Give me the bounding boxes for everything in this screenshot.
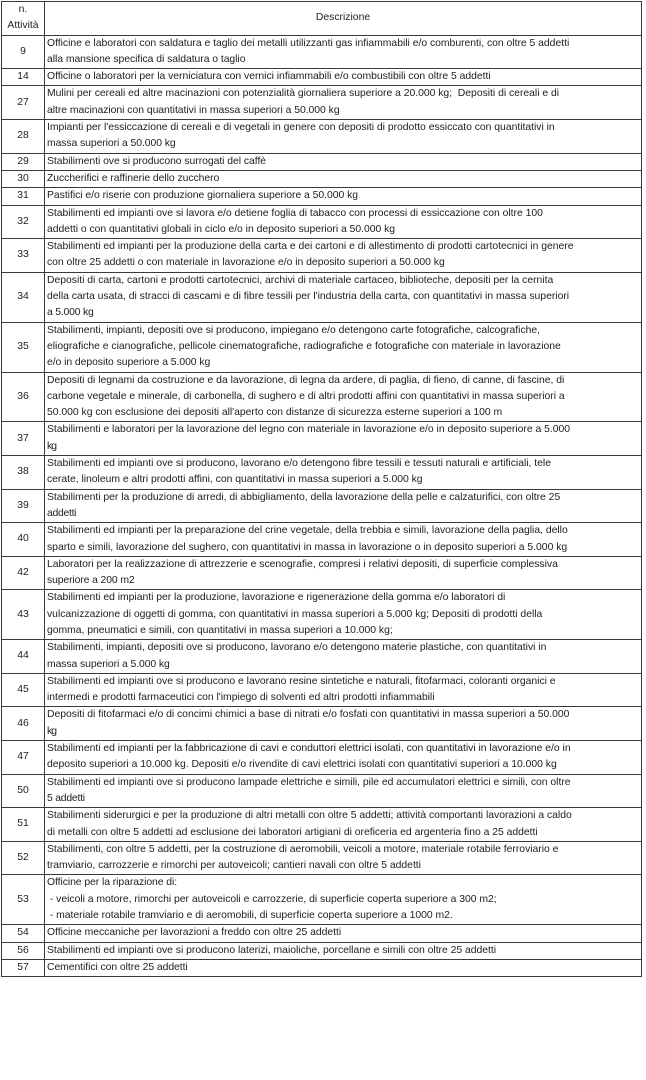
activity-number: 28 <box>2 120 45 154</box>
activity-description <box>45 808 642 842</box>
table-row <box>2 707 642 741</box>
description-line: tramviario, carrozzerie e rimorchi per autoveicoli; cantieri navali con oltre 5 addetti <box>47 860 421 872</box>
description-line: addetti <box>47 507 77 519</box>
table-row <box>2 188 642 205</box>
activity-number: 31 <box>2 188 45 205</box>
description-line: Depositi di carta, cartoni e prodotti cartotecnici, archivi di materiale cartaceo, biblioteche, depositi per la cernita <box>47 274 554 286</box>
description-line: - materiale rotabile tramviario e di aeromobili, di superficie coperta superiore a 1000 m2. <box>47 910 453 922</box>
description-line: Mulini per cereali ed altre macinazioni con potenzialità giornaliera superiore a 20.000 kg; Depositi di cereali e di <box>47 88 560 100</box>
description-line: Stabilimenti e laboratori per la lavorazione del legno con materiale in lavorazione e/o in deposito superiore a 5.000 <box>47 424 571 436</box>
activity-description <box>45 372 642 422</box>
activity-number: 52 <box>2 841 45 875</box>
description-line: 50.000 kg con esclusione dei depositi all'aperto con distanze di sicurezza esterne superiori a 100 m <box>47 407 503 419</box>
table-row <box>2 153 642 170</box>
description-line: Officine meccaniche per lavorazioni a freddo con oltre 25 addetti <box>47 927 342 939</box>
description-line: con oltre 25 addetti o con materiale in lavorazione e/o in deposito superiori a 50.000 kg <box>47 257 445 269</box>
table-row <box>2 875 642 925</box>
activity-number: 43 <box>2 590 45 640</box>
table-row <box>2 942 642 959</box>
header-description: Descrizione <box>45 2 642 36</box>
table-row <box>2 523 642 557</box>
activity-description <box>45 86 642 120</box>
description-line: Stabilimenti, impianti, depositi ove si producono, impiegano e/o detengono carte fotografiche, calcografiche, <box>47 324 541 336</box>
description-line: eliografiche e cianografiche, pellicole cinematografiche, radiografiche e fotografiche con materiale in lavorazione <box>47 340 561 352</box>
description-line: carbone vegetale e minerale, di carbonella, di sughero e di altri prodotti affini con quantitativi in massa superiori a <box>47 390 565 402</box>
activity-description <box>45 456 642 490</box>
description-line: sparto e simili, lavorazione del sughero, con quantitativi in massa in lavorazione o in deposito superiori a 5.000 kg <box>47 541 568 553</box>
activity-number: 33 <box>2 239 45 273</box>
activity-description <box>45 942 642 959</box>
activity-description <box>45 153 642 170</box>
activity-description <box>45 875 642 925</box>
activity-description <box>45 489 642 523</box>
activity-description <box>45 523 642 557</box>
activity-number: 42 <box>2 556 45 590</box>
activity-number: 34 <box>2 272 45 322</box>
description-line: massa superiori a 50.000 kg <box>47 138 176 150</box>
table-row <box>2 422 642 456</box>
description-line: cerate, linoleum e altri prodotti affini, con quantitativi in massa superiori a 5.000 kg <box>47 474 423 486</box>
activity-number: 54 <box>2 925 45 942</box>
description-line: Stabilimenti ed impianti ove si producono e lavorano resine sintetiche e naturali, fitofarmaci, coloranti organici e <box>47 675 556 687</box>
description-line: Depositi di fitofarmaci e/o di concimi chimici a base di nitrati e/o fosfati con quantitativi in massa superiori a 50.000 <box>47 709 570 721</box>
description-line: kg <box>47 725 56 737</box>
activity-description <box>45 188 642 205</box>
activity-description <box>45 69 642 86</box>
table-row <box>2 640 642 674</box>
description-line: Stabilimenti, con oltre 5 addetti, per la costruzione di aeromobili, veicoli a motore, materiale rotabile ferroviario e <box>47 843 559 855</box>
description-line: kg <box>47 440 56 452</box>
description-line: Stabilimenti, impianti, depositi ove si producono, lavorano e/o detengono materie plastiche, con quantitativi in <box>47 642 547 654</box>
activity-number: 47 <box>2 741 45 775</box>
activities-table <box>1 1 642 977</box>
table-row <box>2 489 642 523</box>
activity-description <box>45 170 642 187</box>
table-row <box>2 120 642 154</box>
activity-number: 14 <box>2 69 45 86</box>
description-line: Stabilimenti ed impianti ove si producono lampade elettriche e simili, pile ed accumulatori elettrici e simili, con oltre <box>47 776 571 788</box>
description-line: addetti o con quantitativi globali in ciclo e/o in deposito superiori a 50.000 kg <box>47 223 396 235</box>
description-line: deposito superiori a 10.000 kg. Depositi e/o rivendite di cavi elettrici isolati con quantitativi superiori a 10.000 kg <box>47 759 557 771</box>
description-line: 5 addetti <box>47 792 85 804</box>
activity-description <box>45 120 642 154</box>
description-line: Stabilimenti siderurgici e per la produzione di altri metalli con oltre 5 addetti; attività comportanti lavorazioni a caldo <box>47 810 572 822</box>
description-line: Depositi di legnami da costruzione e da lavorazione, di legna da ardere, di paglia, di fieno, di canne, di fascine, di <box>47 374 565 386</box>
activity-description <box>45 741 642 775</box>
activity-description <box>45 239 642 273</box>
table-row <box>2 170 642 187</box>
description-line: Stabilimenti ed impianti ove si producono laterizi, maioliche, porcellane e simili con oltre 25 addetti <box>47 944 497 956</box>
activity-number: 29 <box>2 153 45 170</box>
table-row <box>2 272 642 322</box>
table-row <box>2 741 642 775</box>
activity-number: 46 <box>2 707 45 741</box>
description-line: alla mansione specifica di saldatura o taglio <box>47 53 246 65</box>
activity-number: 32 <box>2 205 45 239</box>
table-row <box>2 590 642 640</box>
description-line: superiore a 200 m2 <box>47 575 135 587</box>
activity-number: 51 <box>2 808 45 842</box>
header-activity-number: n. Attività <box>2 2 45 36</box>
activity-number: 40 <box>2 523 45 557</box>
description-line: Officine e laboratori con saldatura e taglio dei metalli utilizzanti gas infiammabili e/o comburenti, con oltre 5 addetti <box>47 37 570 49</box>
table-row <box>2 239 642 273</box>
description-line: Stabilimenti ed impianti per la fabbricazione di cavi e conduttori elettrici isolati, con quantitativi in lavorazione e/o in <box>47 743 571 755</box>
activity-description <box>45 556 642 590</box>
activity-description <box>45 841 642 875</box>
activity-number: 44 <box>2 640 45 674</box>
description-line: Impianti per l'essiccazione di cereali e di vegetali in genere con depositi di prodotto essiccato con quantitativi in <box>47 122 555 134</box>
description-line: a 5.000 kg <box>47 307 94 319</box>
activity-description <box>45 272 642 322</box>
description-line: Stabilimenti ed impianti per la produzione, lavorazione e rigenerazione della gomma e/o laboratori di <box>47 592 506 604</box>
description-line: gomma, pneumatici e simili, con quantitativi in massa superiori a 10.000 kg; <box>47 624 393 636</box>
activity-description <box>45 925 642 942</box>
table-row <box>2 556 642 590</box>
table-row <box>2 86 642 120</box>
activity-description <box>45 590 642 640</box>
activity-description <box>45 322 642 372</box>
table-row <box>2 322 642 372</box>
activity-description <box>45 35 642 69</box>
description-line: - veicoli a motore, rimorchi per autoveicoli e carrozzerie, di superficie coperta superiore a 300 m2; <box>47 893 497 905</box>
activity-number: 45 <box>2 673 45 707</box>
description-line: della carta usata, di stracci di cascami e di fibre tessili per l'industria della carta, con quantitativi in massa superiori <box>47 291 570 303</box>
table-row <box>2 841 642 875</box>
activity-number: 50 <box>2 774 45 808</box>
table-row <box>2 673 642 707</box>
table-row <box>2 372 642 422</box>
activity-description <box>45 959 642 976</box>
activity-number: 56 <box>2 942 45 959</box>
table-row <box>2 35 642 69</box>
description-line: di metalli con oltre 5 addetti ad esclusione dei laboratori artigiani di oreficeria ed argenteria fino a 25 addetti <box>47 826 538 838</box>
table-body <box>2 35 642 977</box>
activity-description <box>45 774 642 808</box>
table-row <box>2 69 642 86</box>
table-row <box>2 774 642 808</box>
activity-number: 39 <box>2 489 45 523</box>
description-line: Laboratori per la realizzazione di attrezzerie e scenografie, compresi i relativi depositi, di superficie complessiva <box>47 558 558 570</box>
activity-number: 37 <box>2 422 45 456</box>
activity-number: 30 <box>2 170 45 187</box>
activity-description <box>45 205 642 239</box>
description-line: e/o in deposito superiore a 5.000 kg <box>47 357 211 369</box>
table-row <box>2 925 642 942</box>
activity-description <box>45 422 642 456</box>
description-line: Officine o laboratori per la verniciatura con vernici infiammabili e/o combustibili con oltre 5 addetti <box>47 71 491 83</box>
description-line: intermedi e prodotti farmaceutici con l'impiego di solventi ed altri prodotti infiammabili <box>47 692 435 704</box>
description-line: Stabilimenti ed impianti ove si producono, lavorano e/o detengono fibre tessili e tessuti naturali e artificiali, tele <box>47 458 551 470</box>
description-line: Officine per la riparazione di: <box>47 877 178 889</box>
activity-number: 27 <box>2 86 45 120</box>
table-row <box>2 456 642 490</box>
table-row <box>2 959 642 976</box>
description-line: Stabilimenti ove si producono surrogati del caffè <box>47 155 267 167</box>
description-line: vulcanizzazione di oggetti di gomma, con quantitativi in massa superiori a 5.000 kg; Depositi di prodotti della <box>47 608 543 620</box>
table-row <box>2 205 642 239</box>
table-header-row <box>2 2 642 36</box>
description-line: massa superiori a 5.000 kg <box>47 658 170 670</box>
description-line: Pastifici e/o riserie con produzione giornaliera superiore a 50.000 kg <box>47 190 359 202</box>
description-line: altre macinazioni con quantitativi in massa superiori a 50.000 kg <box>47 104 340 116</box>
description-line: Stabilimenti per la produzione di arredi, di abbigliamento, della lavorazione della pelle e calzaturifici, con oltre 25 <box>47 491 561 503</box>
activity-number: 35 <box>2 322 45 372</box>
description-line: Stabilimenti ed impianti ove si lavora e/o detiene foglia di tabacco con processi di essiccazione con oltre 100 <box>47 207 543 219</box>
activity-description <box>45 673 642 707</box>
description-line: Cementifici con oltre 25 addetti <box>47 961 188 973</box>
table-row <box>2 808 642 842</box>
activity-number: 36 <box>2 372 45 422</box>
activity-number: 53 <box>2 875 45 925</box>
description-line: Zuccherifici e raffinerie dello zucchero <box>47 172 220 184</box>
activity-number: 57 <box>2 959 45 976</box>
activity-description <box>45 640 642 674</box>
activity-number: 9 <box>2 35 45 69</box>
activity-number: 38 <box>2 456 45 490</box>
description-line: Stabilimenti ed impianti per la preparazione del crine vegetale, della trebbia e simili, lavorazione della paglia, dello <box>47 525 568 537</box>
activity-description <box>45 707 642 741</box>
description-line: Stabilimenti ed impianti per la produzione della carta e dei cartoni e di allestimento di prodotti cartotecnici in genere <box>47 241 574 253</box>
